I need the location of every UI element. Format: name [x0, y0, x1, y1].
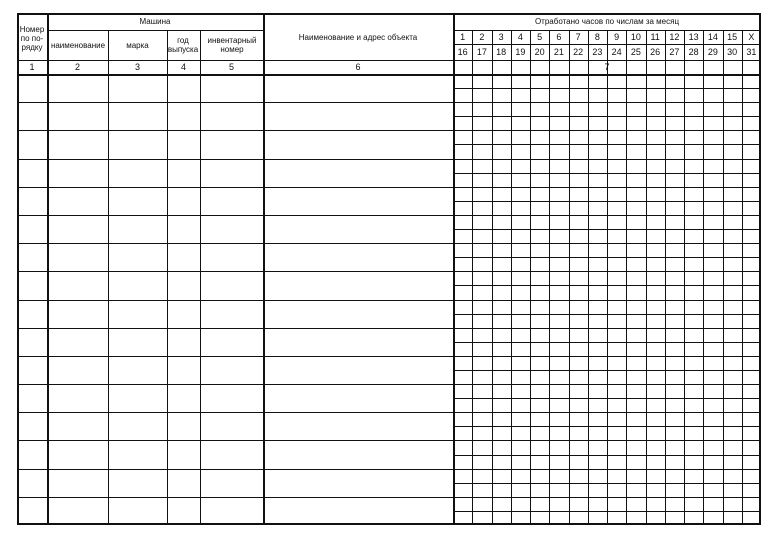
column-line: [167, 30, 168, 525]
day-label: 21: [553, 46, 564, 57]
day-subrow-line: [453, 173, 761, 174]
column-number-label: 2: [74, 61, 80, 72]
day-label: 29: [707, 46, 718, 57]
day-column-line: [742, 30, 743, 525]
day-label: 12: [669, 31, 680, 42]
day-column-line: [626, 30, 627, 525]
row-line: [17, 215, 761, 216]
row-line: [17, 412, 761, 413]
column-number-label: 1: [29, 61, 35, 72]
day-label: 6: [556, 31, 562, 42]
day-column-line: [569, 30, 570, 525]
day-column-line: [684, 30, 685, 525]
column-number-label: 6: [355, 61, 361, 72]
day-subrow-line: [453, 88, 761, 89]
column-number-label: 7: [604, 61, 610, 72]
day-label: 10: [630, 31, 641, 42]
day-column-line: [472, 30, 473, 525]
row-line: [17, 187, 761, 188]
row-line: [17, 356, 761, 357]
header-row-number: Номер по по-рядку: [19, 24, 45, 52]
column-line: [453, 13, 455, 525]
day-subrow-line: [453, 257, 761, 258]
day-subrow-line: [453, 342, 761, 343]
day-label: 18: [496, 46, 507, 57]
day-label: 7: [575, 31, 581, 42]
frame-bottom-line: [17, 523, 761, 525]
day-label: 8: [594, 31, 600, 42]
header-machine-brand: марка: [126, 40, 149, 50]
day-subrow-line: [453, 455, 761, 456]
day-label: 14: [707, 31, 718, 42]
header-object: Наименование и адрес объекта: [298, 32, 418, 42]
header-machine-divider: [47, 30, 263, 31]
row-line: [17, 328, 761, 329]
day-label: 1: [460, 31, 466, 42]
header-machine-year: год выпуска: [167, 36, 199, 54]
day-label: 31: [746, 46, 757, 57]
day-label: 30: [727, 46, 738, 57]
day-label: 26: [650, 46, 661, 57]
day-column-line: [646, 30, 647, 525]
frame-top-line: [17, 13, 761, 15]
day-subrow-line: [453, 398, 761, 399]
day-subrow-line: [453, 285, 761, 286]
day-label: 22: [573, 46, 584, 57]
row-line: [17, 159, 761, 160]
day-subrow-line: [453, 370, 761, 371]
row-line: [17, 271, 761, 272]
header-machine: Машина: [139, 17, 171, 26]
day-column-line: [723, 30, 724, 525]
day-subrow-line: [453, 511, 761, 512]
day-column-line: [588, 30, 589, 525]
frame-right-line: [759, 13, 761, 525]
day-column-line: [703, 30, 704, 525]
day-subrow-line: [453, 201, 761, 202]
frame-left-line: [17, 13, 19, 525]
day-label: 20: [534, 46, 545, 57]
row-line: [17, 497, 761, 498]
day-label: 4: [517, 31, 523, 42]
header-machine-inventory: инвентарный номер: [207, 36, 257, 54]
column-line: [108, 30, 109, 525]
row-line: [17, 243, 761, 244]
day-label: 23: [592, 46, 603, 57]
day-column-line: [665, 30, 666, 525]
day-label: 3: [498, 31, 504, 42]
day-column-line: [530, 30, 531, 525]
day-label: 25: [630, 46, 641, 57]
row-line: [17, 102, 761, 103]
day-label: 19: [515, 46, 526, 57]
header-machine-name: наименование: [50, 40, 106, 50]
day-label: 5: [537, 31, 543, 42]
column-line: [263, 13, 265, 525]
column-number-label: 4: [180, 61, 186, 72]
day-column-line: [607, 30, 608, 525]
day-label: 15: [727, 31, 738, 42]
column-number-label: 5: [228, 61, 234, 72]
day-column-line: [549, 30, 550, 525]
day-label: 16: [457, 46, 468, 57]
day-subrow-line: [453, 426, 761, 427]
column-number-label: 3: [134, 61, 140, 72]
row-line: [17, 440, 761, 441]
day-column-line: [492, 30, 493, 525]
day-label: 17: [476, 46, 487, 57]
day-subrow-line: [453, 483, 761, 484]
day-label: 11: [650, 31, 660, 42]
header-hours-worked: Отработано часов по числам за месяц: [534, 17, 680, 26]
day-label: X: [748, 31, 755, 42]
day-subrow-line: [453, 144, 761, 145]
day-subrow-line: [453, 314, 761, 315]
day-label: 27: [669, 46, 680, 57]
day-label: 24: [611, 46, 622, 57]
day-subrow-line: [453, 116, 761, 117]
day-label: 9: [614, 31, 620, 42]
row-line: [17, 384, 761, 385]
day-label: 2: [479, 31, 485, 42]
row-line: [17, 300, 761, 301]
day-column-line: [511, 30, 512, 525]
day-label: 13: [688, 31, 699, 42]
day-label: 28: [688, 46, 699, 57]
column-number-bottom-line: [17, 74, 761, 76]
column-line: [200, 30, 201, 525]
row-line: [17, 130, 761, 131]
row-line: [17, 469, 761, 470]
day-subrow-line: [453, 229, 761, 230]
column-line: [47, 13, 49, 525]
